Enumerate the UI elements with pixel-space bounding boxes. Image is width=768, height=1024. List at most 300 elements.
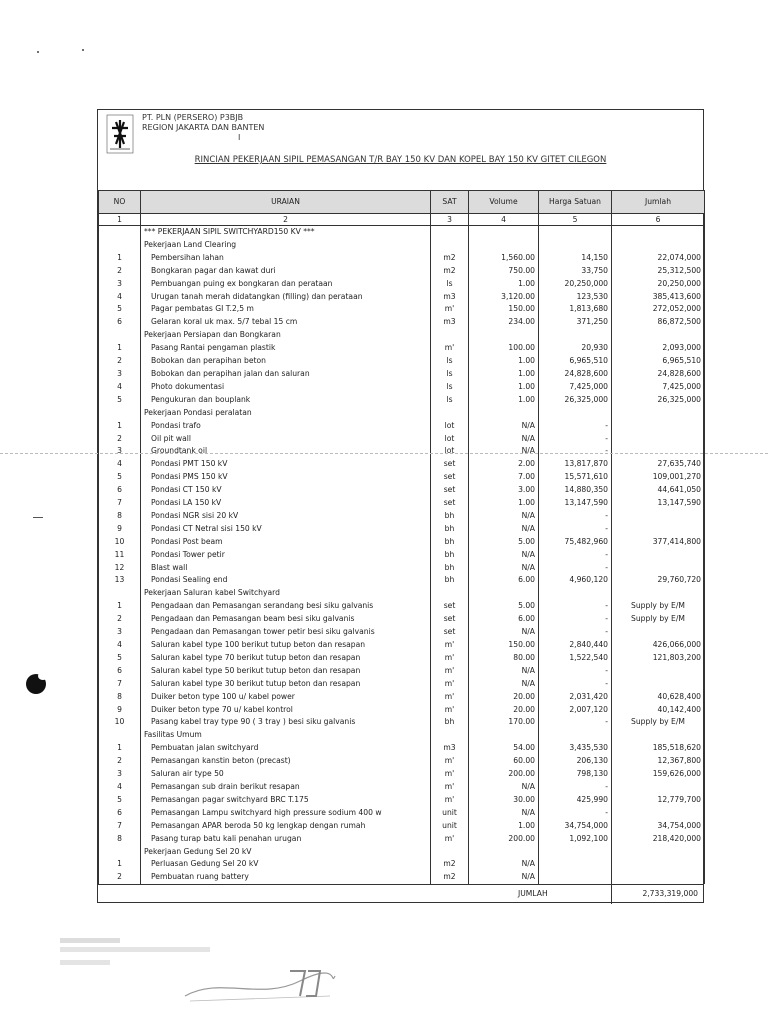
row-no: 3 xyxy=(99,768,141,781)
table-row xyxy=(99,833,705,846)
row-unit-price: - xyxy=(539,613,612,626)
row-description: Duiker beton type 100 u/ kabel power xyxy=(141,691,431,704)
row-description: Pembuatan jalan switchyard xyxy=(141,742,431,755)
row-unit-price: 2,840,440 xyxy=(539,639,612,652)
row-no: 8 xyxy=(99,510,141,523)
table-row xyxy=(99,303,705,316)
row-description: Pengadaan dan Pemasangan tower petir besi siku galvanis xyxy=(141,626,431,639)
row-unit-price: 1,522,540 xyxy=(539,652,612,665)
row-no: 11 xyxy=(99,549,141,562)
row-volume: 60.00 xyxy=(469,755,539,768)
row-volume: N/A xyxy=(469,420,539,433)
table-row xyxy=(99,445,705,458)
row-description: Saluran kabel type 50 berikut tutup beton dan resapan xyxy=(141,665,431,678)
row-amount xyxy=(612,445,705,458)
pln-logo-icon xyxy=(106,114,134,154)
row-unit: set xyxy=(431,484,469,497)
row-unit: bh xyxy=(431,562,469,575)
row-volume: 1.00 xyxy=(469,497,539,510)
row-volume: 200.00 xyxy=(469,833,539,846)
table-row xyxy=(99,471,705,484)
row-unit: bh xyxy=(431,716,469,729)
row-volume: 6.00 xyxy=(469,574,539,587)
company-mark: I xyxy=(238,133,241,142)
row-volume xyxy=(469,729,539,742)
row-description: Pondasi PMT 150 kV xyxy=(141,458,431,471)
row-amount: 40,142,400 xyxy=(612,704,705,717)
row-no: 12 xyxy=(99,562,141,575)
row-no xyxy=(99,846,141,859)
row-volume: N/A xyxy=(469,445,539,458)
table-row xyxy=(99,420,705,433)
row-volume: 5.00 xyxy=(469,536,539,549)
row-unit: bh xyxy=(431,574,469,587)
table-row xyxy=(99,510,705,523)
row-unit-price: - xyxy=(539,445,612,458)
row-volume xyxy=(469,407,539,420)
row-unit: m' xyxy=(431,833,469,846)
row-no: 5 xyxy=(99,652,141,665)
table-row xyxy=(99,562,705,575)
row-volume: N/A xyxy=(469,549,539,562)
row-unit-price: - xyxy=(539,600,612,613)
row-unit: ls xyxy=(431,394,469,407)
row-unit xyxy=(431,239,469,252)
row-unit: m' xyxy=(431,755,469,768)
row-unit xyxy=(431,329,469,342)
row-unit: bh xyxy=(431,523,469,536)
row-description: Bongkaran pagar dan kawat duri xyxy=(141,265,431,278)
table-row xyxy=(99,329,705,342)
row-volume: 234.00 xyxy=(469,316,539,329)
row-unit-price xyxy=(539,239,612,252)
column-index-row xyxy=(99,214,705,226)
table-row xyxy=(99,458,705,471)
table-row xyxy=(99,497,705,510)
table-row xyxy=(99,587,705,600)
row-volume: 20.00 xyxy=(469,691,539,704)
col-index: 2 xyxy=(141,214,431,226)
row-amount: 22,074,000 xyxy=(612,252,705,265)
row-unit: m3 xyxy=(431,742,469,755)
row-unit-price: 20,930 xyxy=(539,342,612,355)
row-unit-price: 798,130 xyxy=(539,768,612,781)
row-volume: 1,560.00 xyxy=(469,252,539,265)
table-row xyxy=(99,239,705,252)
row-description: Pengukuran dan bouplank xyxy=(141,394,431,407)
row-unit xyxy=(431,407,469,420)
row-description: *** PEKERJAAN SIPIL SWITCHYARD150 KV *** xyxy=(141,226,431,239)
row-volume: N/A xyxy=(469,433,539,446)
row-unit: ls xyxy=(431,278,469,291)
row-description: Duiker beton type 70 u/ kabel kontrol xyxy=(141,704,431,717)
total-value: 2,733,319,000 xyxy=(642,889,698,898)
row-amount: 12,779,700 xyxy=(612,794,705,807)
row-description: Pembuatan ruang battery xyxy=(141,871,431,884)
row-volume: 1.00 xyxy=(469,820,539,833)
row-no: 1 xyxy=(99,742,141,755)
row-amount: 26,325,000 xyxy=(612,394,705,407)
row-unit: lot xyxy=(431,433,469,446)
row-amount: 7,425,000 xyxy=(612,381,705,394)
row-unit-price: - xyxy=(539,665,612,678)
col-header-sat: SAT xyxy=(431,191,469,214)
row-no: 3 xyxy=(99,368,141,381)
row-unit: m' xyxy=(431,768,469,781)
row-unit: m2 xyxy=(431,252,469,265)
col-header-no: NO xyxy=(99,191,141,214)
row-unit-price xyxy=(539,858,612,871)
row-amount: 86,872,500 xyxy=(612,316,705,329)
row-unit: set xyxy=(431,497,469,510)
table-row xyxy=(99,355,705,368)
row-no: 6 xyxy=(99,484,141,497)
table-row xyxy=(99,484,705,497)
row-description: Saluran kabel type 70 berikut tutup beton dan resapan xyxy=(141,652,431,665)
row-volume: 3,120.00 xyxy=(469,291,539,304)
row-unit: m' xyxy=(431,303,469,316)
row-unit: m2 xyxy=(431,858,469,871)
table-row xyxy=(99,342,705,355)
row-amount: 29,760,720 xyxy=(612,574,705,587)
row-amount: 218,420,000 xyxy=(612,833,705,846)
row-no: 4 xyxy=(99,291,141,304)
row-description: Pondasi NGR sisi 20 kV xyxy=(141,510,431,523)
row-unit-price: - xyxy=(539,626,612,639)
row-unit: unit xyxy=(431,807,469,820)
row-amount xyxy=(612,858,705,871)
row-unit: set xyxy=(431,458,469,471)
row-volume: 1.00 xyxy=(469,368,539,381)
row-description: Pondasi Sealing end xyxy=(141,574,431,587)
row-amount: Supply by E/M xyxy=(612,716,705,729)
row-description: Pasang turap batu kali penahan urugan xyxy=(141,833,431,846)
row-description: Pembuangan puing ex bongkaran dan perataan xyxy=(141,278,431,291)
row-no: 6 xyxy=(99,316,141,329)
row-description: Pondasi trafo xyxy=(141,420,431,433)
row-unit: m' xyxy=(431,794,469,807)
table-row xyxy=(99,820,705,833)
row-unit: m2 xyxy=(431,871,469,884)
table-row xyxy=(99,729,705,742)
row-unit-price xyxy=(539,329,612,342)
col-header-uraian: URAIAN xyxy=(141,191,431,214)
row-unit: m' xyxy=(431,665,469,678)
document-title: RINCIAN PEKERJAAN SIPIL PEMASANGAN T/R BAY 150 KV DAN KOPEL BAY 150 KV GITET CILEGON xyxy=(194,155,607,165)
row-unit: m' xyxy=(431,704,469,717)
row-volume: 5.00 xyxy=(469,600,539,613)
row-no: 2 xyxy=(99,613,141,626)
row-description: Pasang kabel tray type 90 ( 3 tray ) besi siku galvanis xyxy=(141,716,431,729)
total-row xyxy=(98,884,704,904)
row-unit-price: 33,750 xyxy=(539,265,612,278)
table-row xyxy=(99,394,705,407)
table-row xyxy=(99,549,705,562)
row-no: 7 xyxy=(99,820,141,833)
row-no: 4 xyxy=(99,781,141,794)
table-row xyxy=(99,781,705,794)
company-block xyxy=(142,113,264,143)
row-no: 3 xyxy=(99,626,141,639)
table-row xyxy=(99,755,705,768)
row-unit: set xyxy=(431,471,469,484)
col-header-volume: Volume xyxy=(469,191,539,214)
row-amount xyxy=(612,626,705,639)
row-unit: m' xyxy=(431,639,469,652)
table-row xyxy=(99,252,705,265)
row-unit-price: - xyxy=(539,433,612,446)
row-unit: m' xyxy=(431,781,469,794)
row-no: 4 xyxy=(99,639,141,652)
row-description: Pemasangan sub drain berikut resapan xyxy=(141,781,431,794)
row-amount: 40,628,400 xyxy=(612,691,705,704)
row-amount: 2,093,000 xyxy=(612,342,705,355)
row-unit-price: 1,813,680 xyxy=(539,303,612,316)
row-amount: 426,066,000 xyxy=(612,639,705,652)
row-unit: m2 xyxy=(431,265,469,278)
cost-table xyxy=(98,190,705,884)
table-row xyxy=(99,626,705,639)
row-amount: 121,803,200 xyxy=(612,652,705,665)
row-amount xyxy=(612,510,705,523)
signature-stamp xyxy=(180,966,340,1006)
col-index: 5 xyxy=(539,214,612,226)
row-description: Pasang Rantai pengaman plastik xyxy=(141,342,431,355)
row-unit: set xyxy=(431,613,469,626)
row-unit-price: 14,150 xyxy=(539,252,612,265)
row-no: 5 xyxy=(99,471,141,484)
table-row xyxy=(99,523,705,536)
row-amount xyxy=(612,587,705,600)
row-description: Pondasi Tower petir xyxy=(141,549,431,562)
row-amount: 272,052,000 xyxy=(612,303,705,316)
scan-mark xyxy=(33,517,43,518)
row-unit-price: - xyxy=(539,678,612,691)
row-description: Pemasangan APAR beroda 50 kg lengkap dengan rumah xyxy=(141,820,431,833)
row-amount xyxy=(612,562,705,575)
row-unit-price xyxy=(539,226,612,239)
col-index: 4 xyxy=(469,214,539,226)
row-volume: 2.00 xyxy=(469,458,539,471)
table-row xyxy=(99,665,705,678)
row-amount xyxy=(612,729,705,742)
row-no: 5 xyxy=(99,394,141,407)
row-amount: 27,635,740 xyxy=(612,458,705,471)
row-volume: 20.00 xyxy=(469,704,539,717)
col-index: 6 xyxy=(612,214,705,226)
row-volume: 1.00 xyxy=(469,278,539,291)
row-volume: 150.00 xyxy=(469,303,539,316)
row-unit-price: - xyxy=(539,716,612,729)
row-description: Pondasi PMS 150 kV xyxy=(141,471,431,484)
row-amount: 6,965,510 xyxy=(612,355,705,368)
row-unit: bh xyxy=(431,549,469,562)
table-row xyxy=(99,291,705,304)
row-no: 3 xyxy=(99,445,141,458)
row-amount xyxy=(612,523,705,536)
table-row xyxy=(99,639,705,652)
row-no: 1 xyxy=(99,858,141,871)
row-unit: set xyxy=(431,600,469,613)
row-amount: Supply by E/M xyxy=(612,600,705,613)
row-volume: 6.00 xyxy=(469,613,539,626)
row-amount: 44,641,050 xyxy=(612,484,705,497)
row-volume xyxy=(469,587,539,600)
table-row xyxy=(99,768,705,781)
row-volume: 170.00 xyxy=(469,716,539,729)
row-amount xyxy=(612,665,705,678)
row-unit-price xyxy=(539,407,612,420)
table-header-row xyxy=(99,191,705,214)
row-no xyxy=(99,587,141,600)
row-volume: 1.00 xyxy=(469,394,539,407)
row-no: 8 xyxy=(99,833,141,846)
col-header-harga: Harga Satuan xyxy=(539,191,612,214)
row-volume: 200.00 xyxy=(469,768,539,781)
row-no xyxy=(99,729,141,742)
row-unit-price: 7,425,000 xyxy=(539,381,612,394)
row-volume: N/A xyxy=(469,871,539,884)
row-amount xyxy=(612,846,705,859)
row-description: Perluasan Gedung Sel 20 kV xyxy=(141,858,431,871)
row-unit: m' xyxy=(431,652,469,665)
row-volume: N/A xyxy=(469,626,539,639)
row-amount: 185,518,620 xyxy=(612,742,705,755)
row-amount xyxy=(612,226,705,239)
row-unit: m3 xyxy=(431,316,469,329)
table-row xyxy=(99,691,705,704)
row-description: Pondasi Post beam xyxy=(141,536,431,549)
table-row xyxy=(99,704,705,717)
table-row xyxy=(99,613,705,626)
row-unit-price: 6,965,510 xyxy=(539,355,612,368)
row-unit-price: 24,828,600 xyxy=(539,368,612,381)
document-frame xyxy=(97,109,704,903)
row-unit: m3 xyxy=(431,291,469,304)
row-volume: 7.00 xyxy=(469,471,539,484)
row-unit: ls xyxy=(431,381,469,394)
row-description: Bobokan dan perapihan beton xyxy=(141,355,431,368)
table-row xyxy=(99,265,705,278)
row-no: 2 xyxy=(99,433,141,446)
row-unit-price: 13,817,870 xyxy=(539,458,612,471)
table-row xyxy=(99,871,705,884)
row-no: 5 xyxy=(99,794,141,807)
row-amount xyxy=(612,407,705,420)
row-no: 13 xyxy=(99,574,141,587)
row-no: 2 xyxy=(99,265,141,278)
row-amount xyxy=(612,807,705,820)
row-no: 2 xyxy=(99,871,141,884)
table-row xyxy=(99,846,705,859)
row-description: Pekerjaan Pondasi peralatan xyxy=(141,407,431,420)
row-volume: N/A xyxy=(469,678,539,691)
row-unit-price xyxy=(539,587,612,600)
total-divider xyxy=(611,885,612,904)
row-description: Pagar pembatas GI T.2,5 m xyxy=(141,303,431,316)
company-region: REGION JAKARTA DAN BANTEN xyxy=(142,123,265,132)
row-unit-price: 20,250,000 xyxy=(539,278,612,291)
table-row xyxy=(99,678,705,691)
row-unit xyxy=(431,587,469,600)
row-description: Groundtank oil xyxy=(141,445,431,458)
row-description: Saluran kabel type 30 berikut tutup beton dan resapan xyxy=(141,678,431,691)
row-unit: lot xyxy=(431,445,469,458)
row-volume xyxy=(469,239,539,252)
row-amount: 109,001,270 xyxy=(612,471,705,484)
row-description: Pekerjaan Persiapan dan Bongkaran xyxy=(141,329,431,342)
scan-speck xyxy=(37,51,39,53)
row-no: 4 xyxy=(99,381,141,394)
col-index: 1 xyxy=(99,214,141,226)
row-description: Pondasi CT 150 kV xyxy=(141,484,431,497)
row-unit: bh xyxy=(431,536,469,549)
row-amount: Supply by E/M xyxy=(612,613,705,626)
row-description: Pengadaan dan Pemasangan beam besi siku galvanis xyxy=(141,613,431,626)
row-amount: 13,147,590 xyxy=(612,497,705,510)
faint-footer-notes xyxy=(60,938,210,965)
row-no: 1 xyxy=(99,252,141,265)
row-no: 1 xyxy=(99,420,141,433)
row-no: 1 xyxy=(99,342,141,355)
row-unit: set xyxy=(431,626,469,639)
row-amount: 159,626,000 xyxy=(612,768,705,781)
row-unit-price: 4,960,120 xyxy=(539,574,612,587)
row-volume: 100.00 xyxy=(469,342,539,355)
row-no: 2 xyxy=(99,755,141,768)
row-description: Photo dokumentasi xyxy=(141,381,431,394)
row-unit-price: - xyxy=(539,549,612,562)
row-volume: 1.00 xyxy=(469,381,539,394)
row-amount: 385,413,600 xyxy=(612,291,705,304)
row-amount xyxy=(612,239,705,252)
table-row xyxy=(99,536,705,549)
table-row xyxy=(99,794,705,807)
table-row xyxy=(99,716,705,729)
row-unit-price: 371,250 xyxy=(539,316,612,329)
row-volume: N/A xyxy=(469,562,539,575)
col-header-jumlah: Jumlah xyxy=(612,191,705,214)
row-volume: 150.00 xyxy=(469,639,539,652)
row-description: Bobokan dan perapihan jalan dan saluran xyxy=(141,368,431,381)
row-unit-price: 425,990 xyxy=(539,794,612,807)
table-row xyxy=(99,278,705,291)
row-description: Pemasangan pagar switchyard BRC T.175 xyxy=(141,794,431,807)
table-row xyxy=(99,433,705,446)
row-unit-price: 14,880,350 xyxy=(539,484,612,497)
row-volume: N/A xyxy=(469,510,539,523)
row-no: 8 xyxy=(99,691,141,704)
row-unit-price: 26,325,000 xyxy=(539,394,612,407)
row-no: 9 xyxy=(99,704,141,717)
row-no: 10 xyxy=(99,716,141,729)
row-unit-price: 123,530 xyxy=(539,291,612,304)
row-unit-price: - xyxy=(539,420,612,433)
row-unit-price: - xyxy=(539,523,612,536)
row-unit-price: 2,007,120 xyxy=(539,704,612,717)
row-no: 6 xyxy=(99,807,141,820)
row-amount: 34,754,000 xyxy=(612,820,705,833)
row-unit-price: 75,482,960 xyxy=(539,536,612,549)
row-volume: N/A xyxy=(469,523,539,536)
table-row xyxy=(99,652,705,665)
row-unit-price: - xyxy=(539,562,612,575)
row-unit-price: - xyxy=(539,781,612,794)
scan-speck xyxy=(82,49,84,51)
row-amount: 25,312,500 xyxy=(612,265,705,278)
row-amount xyxy=(612,420,705,433)
row-volume: 30.00 xyxy=(469,794,539,807)
